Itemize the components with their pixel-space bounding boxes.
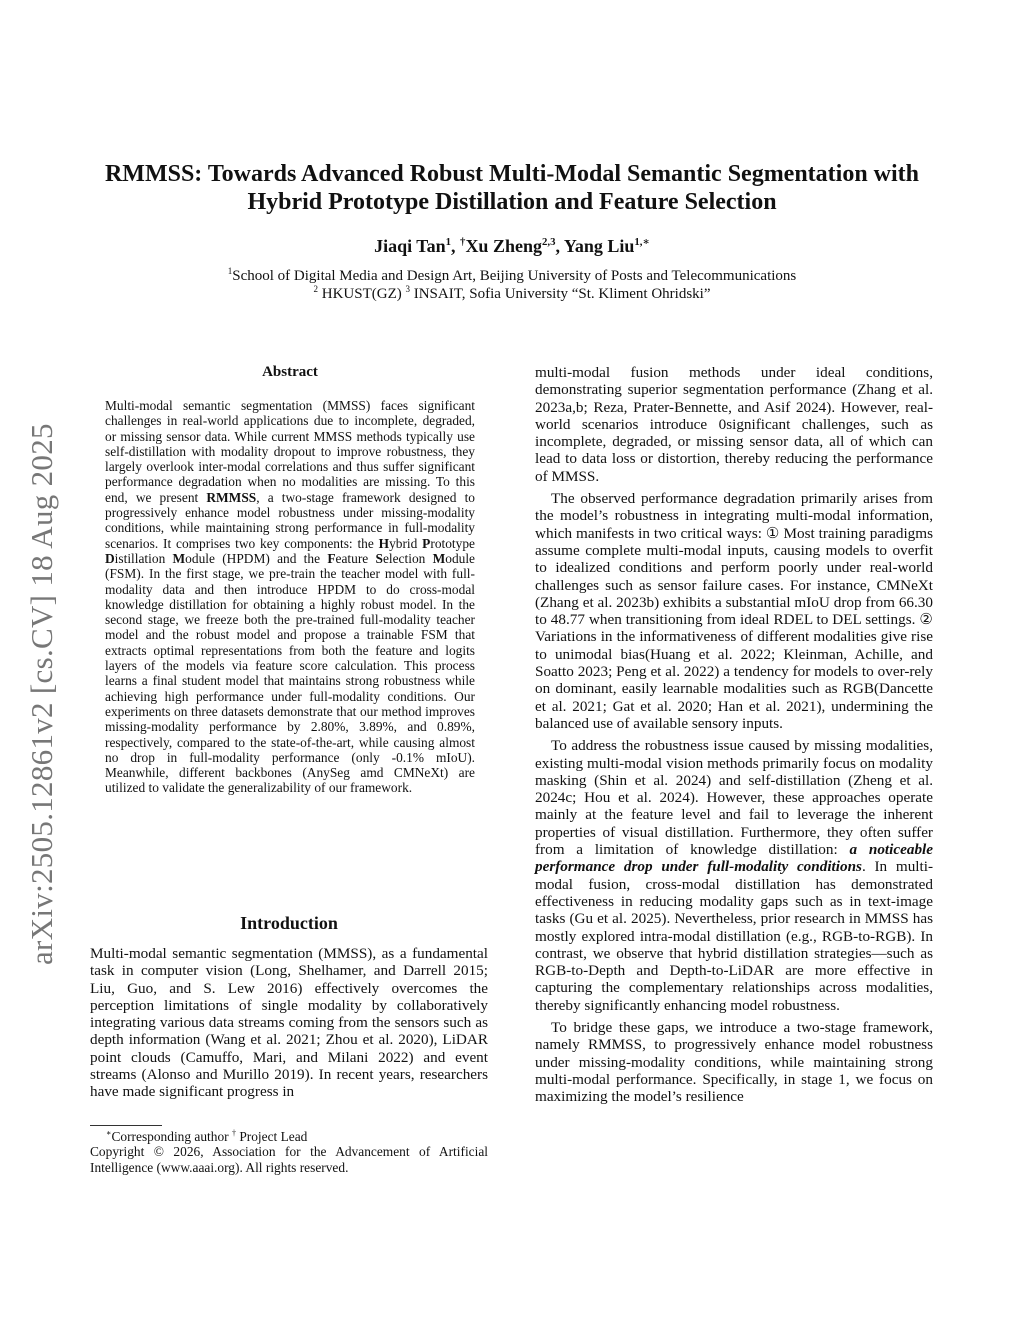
right-paragraph-2: The observed performance degradation primarily arises from the model’s robustness in integrating multi-modal information, which manifests in two critical ways: ① Most training paradigms assume complete multi-modal inputs, causing models to overfit to idealized conditions and perform poorly under real-world challenges such as sensor failure cases. For instance, CMNeXt (Zhang et al. 2023b) exhibits a substantial mIoU drop from 66.30 to 48.77 when transitioning from ideal RDEL to DEL settings. ② Variations in the informativeness of different modalities give rise to unimodal bias(Huang et al. 2022; Kleinman, Achille, and Soatto 2023; Peng et al. 2022) a tendency for models to over-rely on dominant, easily learnable modalities such as RGB(Dancette et al. 2021; Gat et al. 2020; Han et al. 2021), undermining the balanced use of available sensory inputs.	[535, 490, 933, 732]
copyright-notice: Copyright © 2026, Association for the Advancement of Artificial Intelligence (www.aaai.org). All rights reserved.	[90, 1144, 488, 1175]
introduction-heading: Introduction	[240, 913, 338, 933]
footnotes	[90, 1129, 488, 1175]
right-column	[535, 364, 933, 1105]
footnote-divider	[90, 1125, 162, 1126]
author-3-affil: 1,∗	[634, 236, 650, 248]
author-2-affil: 2,3	[541, 236, 556, 248]
paper-title	[60, 160, 964, 216]
right-paragraph-3: To address the robustness issue caused by missing modalities, existing multi-modal vision methods primarily focus on modality masking (Shin et al. 2024) and self-distillation (Zheng et al. 2024c; Hou et al. 2024). However, these approaches operate mainly at the feature level and fail to leverage the inherent properties of visual distillation. Furthermore, they often suffer from a limitation of knowledge distillation: a noticeable performance drop under full-modality conditions. In multi-modal fusion, cross-modal distillation has demonstrated effectiveness in reducing modality gaps such as in text-image tasks (Gu et al. 2025). Nevertheless, prior research in MMSS has mostly explored intra-modal distillation (e.g., RGB-to-RGB). In contrast, we observe that hybrid distillation strategies—such as RGB-to-Depth and Depth-to-LiDAR are more effective in capturing the complementary relationships across modalities, thereby significantly enhancing model robustness.	[535, 737, 934, 1014]
intro-paragraph-1: Multi-modal semantic segmentation (MMSS), as a fundamental task in computer vision (Long, Shelhamer, and Darrell 2015; Liu, Guo, and S. Lew 2016) effectively overcomes the perception limitations of single modality by collaboratively integrating various data streams coming from the sensors such as depth information (Wang et al. 2021; Zhou et al. 2020), LiDAR point clouds (Camuffo, Mari, and Milani 2022) and event streams (Alonso and Murillo 2019). In recent years, researchers have made significant progress in	[90, 945, 488, 1101]
title-line-2: Hybrid Prototype Distillation and Feature Selection	[247, 189, 777, 215]
right-paragraph-1: multi-modal fusion methods under ideal conditions, demonstrating superior segmentation performance (Zhang et al. 2023a,b; Reza, Prater-Bennette, and Asif 2024). However, real-world scenarios introduce 0significant challenges, such as incomplete, degraded, or missing sensor data, all of which can lead to data loss or distortion, thereby reducing the performance of MMSS.	[535, 364, 933, 485]
affiliation-1: $^1$School of Digital Media and Design Art, Beijing University of Posts and Telecommunications	[227, 266, 797, 284]
arxiv-side-stamp	[22, 365, 62, 965]
affiliations	[60, 267, 964, 303]
project-lead-mark: †	[460, 236, 466, 248]
introduction-body	[90, 945, 488, 1101]
affiliation-2-3: $^2$ HKUST(GZ) $^3$ INSAIT, Sofia University “St. Kliment Ohridski”	[313, 284, 711, 302]
author-1: Jiaqi Tan	[374, 236, 446, 256]
abstract-paragraph: Multi-modal semantic segmentation (MMSS) faces significant challenges in real-world applications due to incomplete, degraded, or missing sensor data. While current MMSS methods typically use self-distillation with modality dropout to improve robustness, they largely overlook inter-modal correlations and thus suffer significant performance degradation when no modalities are missing. To this end, we present RMMSS, a two-stage framework designed to progressively enhance model robustness under missing-modality conditions, while maintaining strong performance in full-modality scenarios. It comprises two key components: the Hybrid Prototype Distillation Module (HPDM) and the Feature Selection Module (FSM). In the first stage, we pre-train the teacher model with full-modality data and then introduce HPDM to do cross-modal knowledge distillation for obtaining a highly robust model. In the second stage, we freeze both the pre-trained full-modality teacher model and the robust model and propose a trainable FSM that extracts optimal representations from both the feature and logits layers of the models via feature score calculation. This process learns a final student model that maintains strong robustness while achieving high performance under full-modality conditions. Our experiments on three datasets demonstrate that our method improves missing-modality performance by 2.80%, 3.89%, and 0.89%, respectively, compared to the state-of-the-art, while causing almost no drop in full-modality performance (only -0.1% mIoU). Meanwhile, different backbones (AnySeg amd CMNeXt) are utilized to validate the generalizability of our framework.	[105, 398, 475, 796]
corresponding-author-note: ∗Corresponding author † Project Lead	[106, 1128, 308, 1144]
abstract-heading: Abstract	[262, 364, 318, 380]
author-1-affil: 1	[445, 236, 452, 248]
arxiv-stamp-text: arXiv:2505.12861v2 [cs.CV] 18 Aug 2025	[24, 423, 59, 965]
author-2: Xu Zheng	[465, 236, 542, 256]
right-paragraph-4: To bridge these gaps, we introduce a two-stage framework, namely RMMSS, to progressively enhance model robustness under missing-modality conditions, while maintaining strong multi-modal performance. Specifically, in stage 1, we focus on maximizing the model’s resilience	[535, 1018, 933, 1106]
title-line-1: RMMSS: Towards Advanced Robust Multi-Modal Semantic Segmentation with	[104, 161, 920, 187]
author-3: Yang Liu	[563, 236, 635, 256]
abstract-body	[105, 398, 475, 796]
emphasis-text: a noticeable performance drop under full-modality conditions	[535, 841, 934, 876]
author-list: Jiaqi Tan$^1$, †Xu Zheng$^{2,3}$, Yang Liu$^{1,∗}$	[374, 236, 650, 256]
